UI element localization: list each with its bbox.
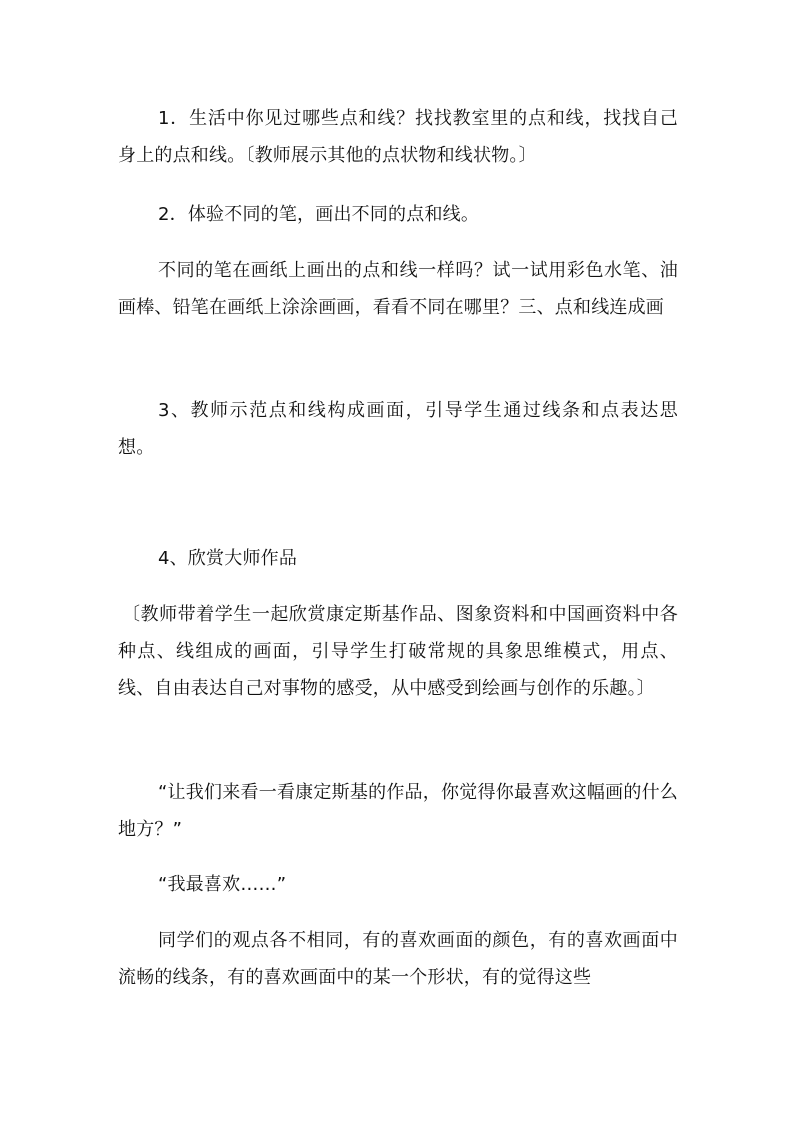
paragraph-1: 1．生活中你见过哪些点和线？找找教室里的点和线，找找自己身上的点和线。〔教师展示其他的点状物和线状物。〕 [118, 108, 678, 166]
paragraph-6: 〔教师带着学生一起欣赏康定斯基作品、图象资料和中国画资料中各种点、线组成的画面，引导学生打破常规的具象思维模式，用点、线、自由表达自己对事物的感受，从中感受到绘画与创作的乐趣。〕 [118, 604, 678, 699]
paragraph-4: 3、教师示范点和线构成画面，引导学生通过线条和点表达思想。 [118, 400, 678, 458]
paragraph-7: “让我们来看一看康定斯基的作品，你觉得你最喜欢这幅画的什么地方？” [118, 782, 678, 840]
paragraph-9: 同学们的观点各不相同，有的喜欢画面的颜色，有的喜欢画面中流畅的线条，有的喜欢画面中的某一个形状，有的觉得这些 [118, 930, 678, 988]
paragraph-2: 2．体验不同的笔，画出不同的点和线。 [158, 204, 480, 225]
paragraph-5: 4、欣赏大师作品 [158, 548, 298, 569]
paragraph-8: “我最喜欢……” [158, 874, 287, 895]
paragraph-3: 不同的笔在画纸上画出的点和线一样吗？试一试用彩色水笔、油画棒、铅笔在画纸上涂涂画画，看看不同在哪里？三、点和线连成画 [118, 260, 678, 318]
